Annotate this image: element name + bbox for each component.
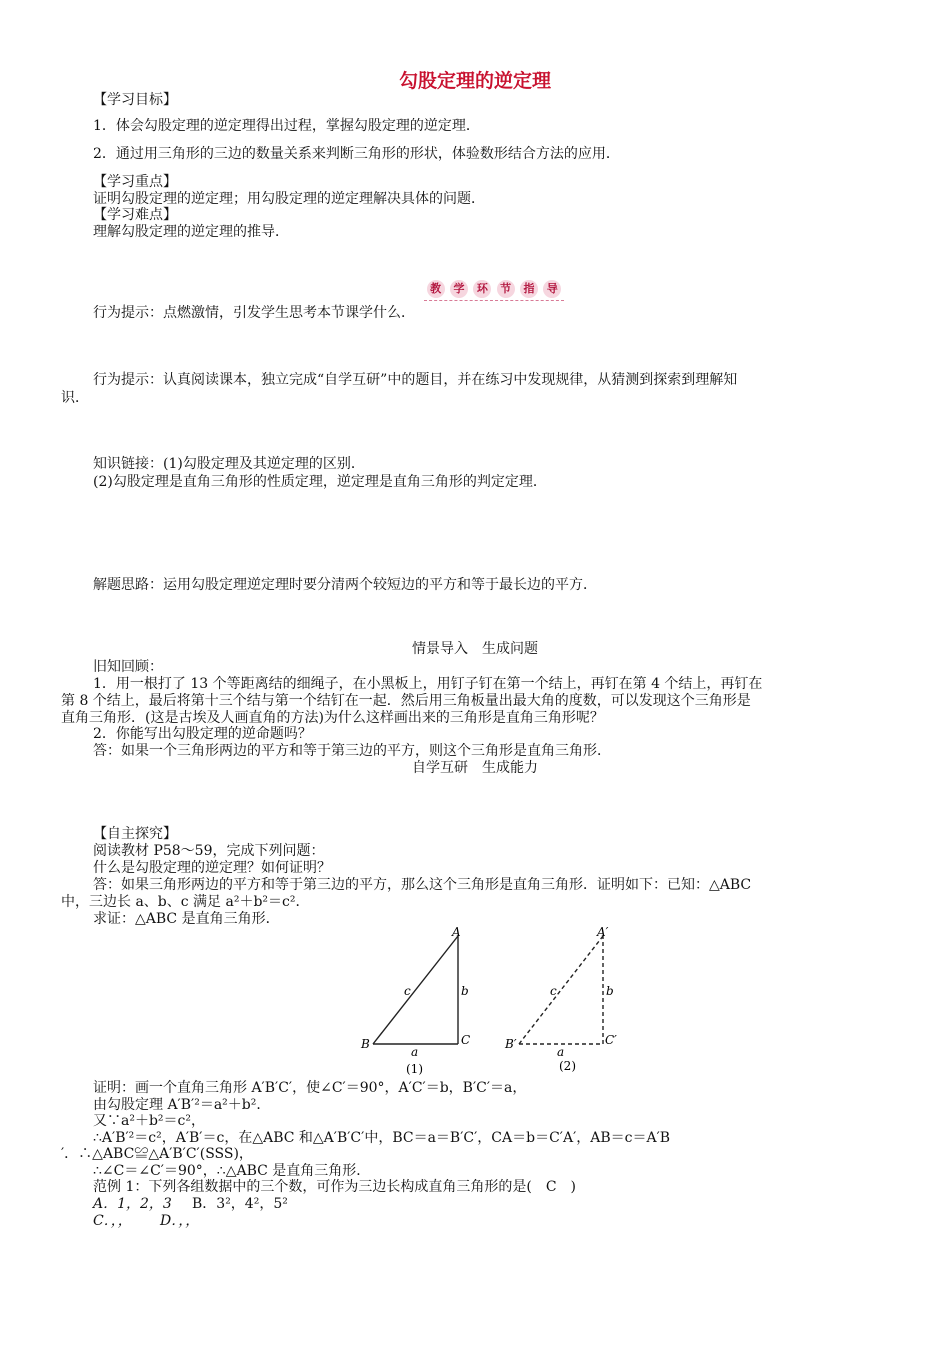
tri1-label-b: b <box>461 984 469 998</box>
behavior-hint-2-line2: 识． <box>61 390 89 406</box>
tri2-label-a: a <box>557 1045 565 1059</box>
review-label: 旧知回顾： <box>93 659 163 675</box>
banner-char: 导 <box>543 280 561 298</box>
answer-2: 答：如果一个三角形两边的平方和等于第三边的平方，则这个三角形是直角三角形． <box>93 743 611 759</box>
focus-heading: 【学习重点】 <box>93 174 177 190</box>
option-d: D．，， <box>160 1213 200 1229</box>
tri1-vertex-a: A <box>452 925 461 939</box>
question-2: 2．你能写出勾股定理的逆命题吗？ <box>93 726 312 742</box>
tri1-label-c: c <box>404 984 411 998</box>
knowledge-link-1: 知识链接：(1)勾股定理及其逆定理的区别． <box>93 456 365 472</box>
option-a: A．1，2，3 <box>93 1196 172 1212</box>
goal-item-2: 2．通过用三角形的三边的数量关系来判断三角形的形状，体验数形结合方法的应用． <box>93 146 620 162</box>
tri2-caption: (2) <box>559 1059 576 1073</box>
explore-question: 什么是勾股定理的逆定理？如何证明？ <box>93 860 331 876</box>
banner-char: 学 <box>450 280 468 298</box>
proof-line-4: ∴A′B′²＝c²，A′B′＝c，在△ABC 和△A′B′C′中，BC＝a＝B′C′，CA＝b＝C′A′，AB＝c＝A′B <box>93 1130 671 1146</box>
knowledge-link-2: (2)勾股定理是直角三角形的性质定理，逆定理是直角三角形的判定定理． <box>93 474 547 490</box>
section-heading-intro: 情景导入 生成问题 <box>412 641 538 657</box>
question-1-line3: 直角三角形．(这是古埃及人画直角的方法)为什么这样画出来的三角形是直角三角形呢？ <box>61 710 604 726</box>
goals-heading: 【学习目标】 <box>93 92 177 108</box>
proof-line-6: ∴∠C＝∠C′＝90°，∴△ABC 是直角三角形． <box>93 1163 371 1179</box>
difficulty-heading: 【学习难点】 <box>93 207 177 223</box>
question-1-line2: 第 8 个结上，最后将第十三个结与第一个结钉在一起．然后用三角板量出最大角的度数，可以发现这个三角形是 <box>61 693 751 709</box>
explore-heading: 【自主探究】 <box>93 826 177 842</box>
explore-answer-line2: 中，三边长 a、b、c 满足 a²＋b²＝c²． <box>61 894 310 910</box>
solving-idea: 解题思路：运用勾股定理逆定理时要分清两个较短边的平方和等于最长边的平方． <box>93 577 597 593</box>
focus-text: 证明勾股定理的逆定理；用勾股定理的逆定理解决具体的问题． <box>93 191 485 207</box>
triangle-1 <box>360 925 470 1076</box>
tri2-label-c: c <box>550 984 557 998</box>
tri2-side-c <box>519 936 603 1044</box>
banner-char: 节 <box>497 280 515 298</box>
goal-item-1: 1．体会勾股定理的逆定理得出过程，掌握勾股定理的逆定理． <box>93 118 480 134</box>
tri2-vertex-a: A′ <box>597 925 609 939</box>
banner-char: 环 <box>473 280 491 298</box>
tri2-vertex-c: C′ <box>605 1033 617 1047</box>
tri2-vertex-b: B′ <box>505 1037 517 1051</box>
proof-line-5: ′．∴△ABC≌△A′B′C′(SSS)， <box>61 1146 253 1162</box>
tri1-label-a: a <box>411 1045 419 1059</box>
reading-instruction: 阅读教材 P58～59，完成下列问题： <box>93 843 325 859</box>
triangle-figure <box>355 920 645 1080</box>
triangle-2 <box>504 925 617 1073</box>
tri1-caption: (1) <box>406 1062 423 1076</box>
proof-line-1: 证明：画一个直角三角形 A′B′C′，使∠C′＝90°，A′C′＝b，B′C′＝a， <box>93 1080 527 1096</box>
banner-char: 指 <box>520 280 538 298</box>
explore-answer-line1: 答：如果三角形两边的平方和等于第三边的平方，那么这个三角形是直角三角形．证明如下：已知：△ABC <box>93 877 752 893</box>
example-1-stem: 范例 1：下列各组数据中的三个数，可作为三边长构成直角三角形的是( C ) <box>93 1179 576 1195</box>
difficulty-text: 理解勾股定理的逆定理的推导． <box>93 224 289 240</box>
section-banner <box>424 278 564 300</box>
section-heading-self-study: 自学互研 生成能力 <box>412 760 538 776</box>
page-title: 勾股定理的逆定理 <box>398 70 551 92</box>
prove-statement: 求证：△ABC 是直角三角形． <box>93 911 280 927</box>
tri1-vertex-c: C <box>461 1033 471 1047</box>
tri1-vertex-b: B <box>361 1037 370 1051</box>
banner-char: 教 <box>427 280 445 298</box>
tri2-label-b: b <box>606 984 614 998</box>
question-1-line1: 1．用一根打了 13 个等距离结的细绳子，在小黑板上，用钉子钉在第一个结上，再钉在第 4 个结上，再钉在 <box>93 676 763 692</box>
option-c: C．，， <box>93 1213 132 1229</box>
behavior-hint-1: 行为提示：点燃激情，引发学生思考本节课学什么． <box>93 305 415 321</box>
tri1-side-c <box>373 936 458 1044</box>
option-b: B．3²，4²，5² <box>192 1196 288 1212</box>
banner-underline <box>424 300 564 301</box>
proof-line-2: 由勾股定理 A′B′²＝a²＋b²． <box>93 1097 271 1113</box>
behavior-hint-2-line1: 行为提示：认真阅读课本，独立完成“自学互研”中的题目，并在练习中发现规律，从猜测到探索到理解知 <box>93 372 738 388</box>
proof-line-3: 又∵a²＋b²＝c²， <box>93 1113 205 1129</box>
